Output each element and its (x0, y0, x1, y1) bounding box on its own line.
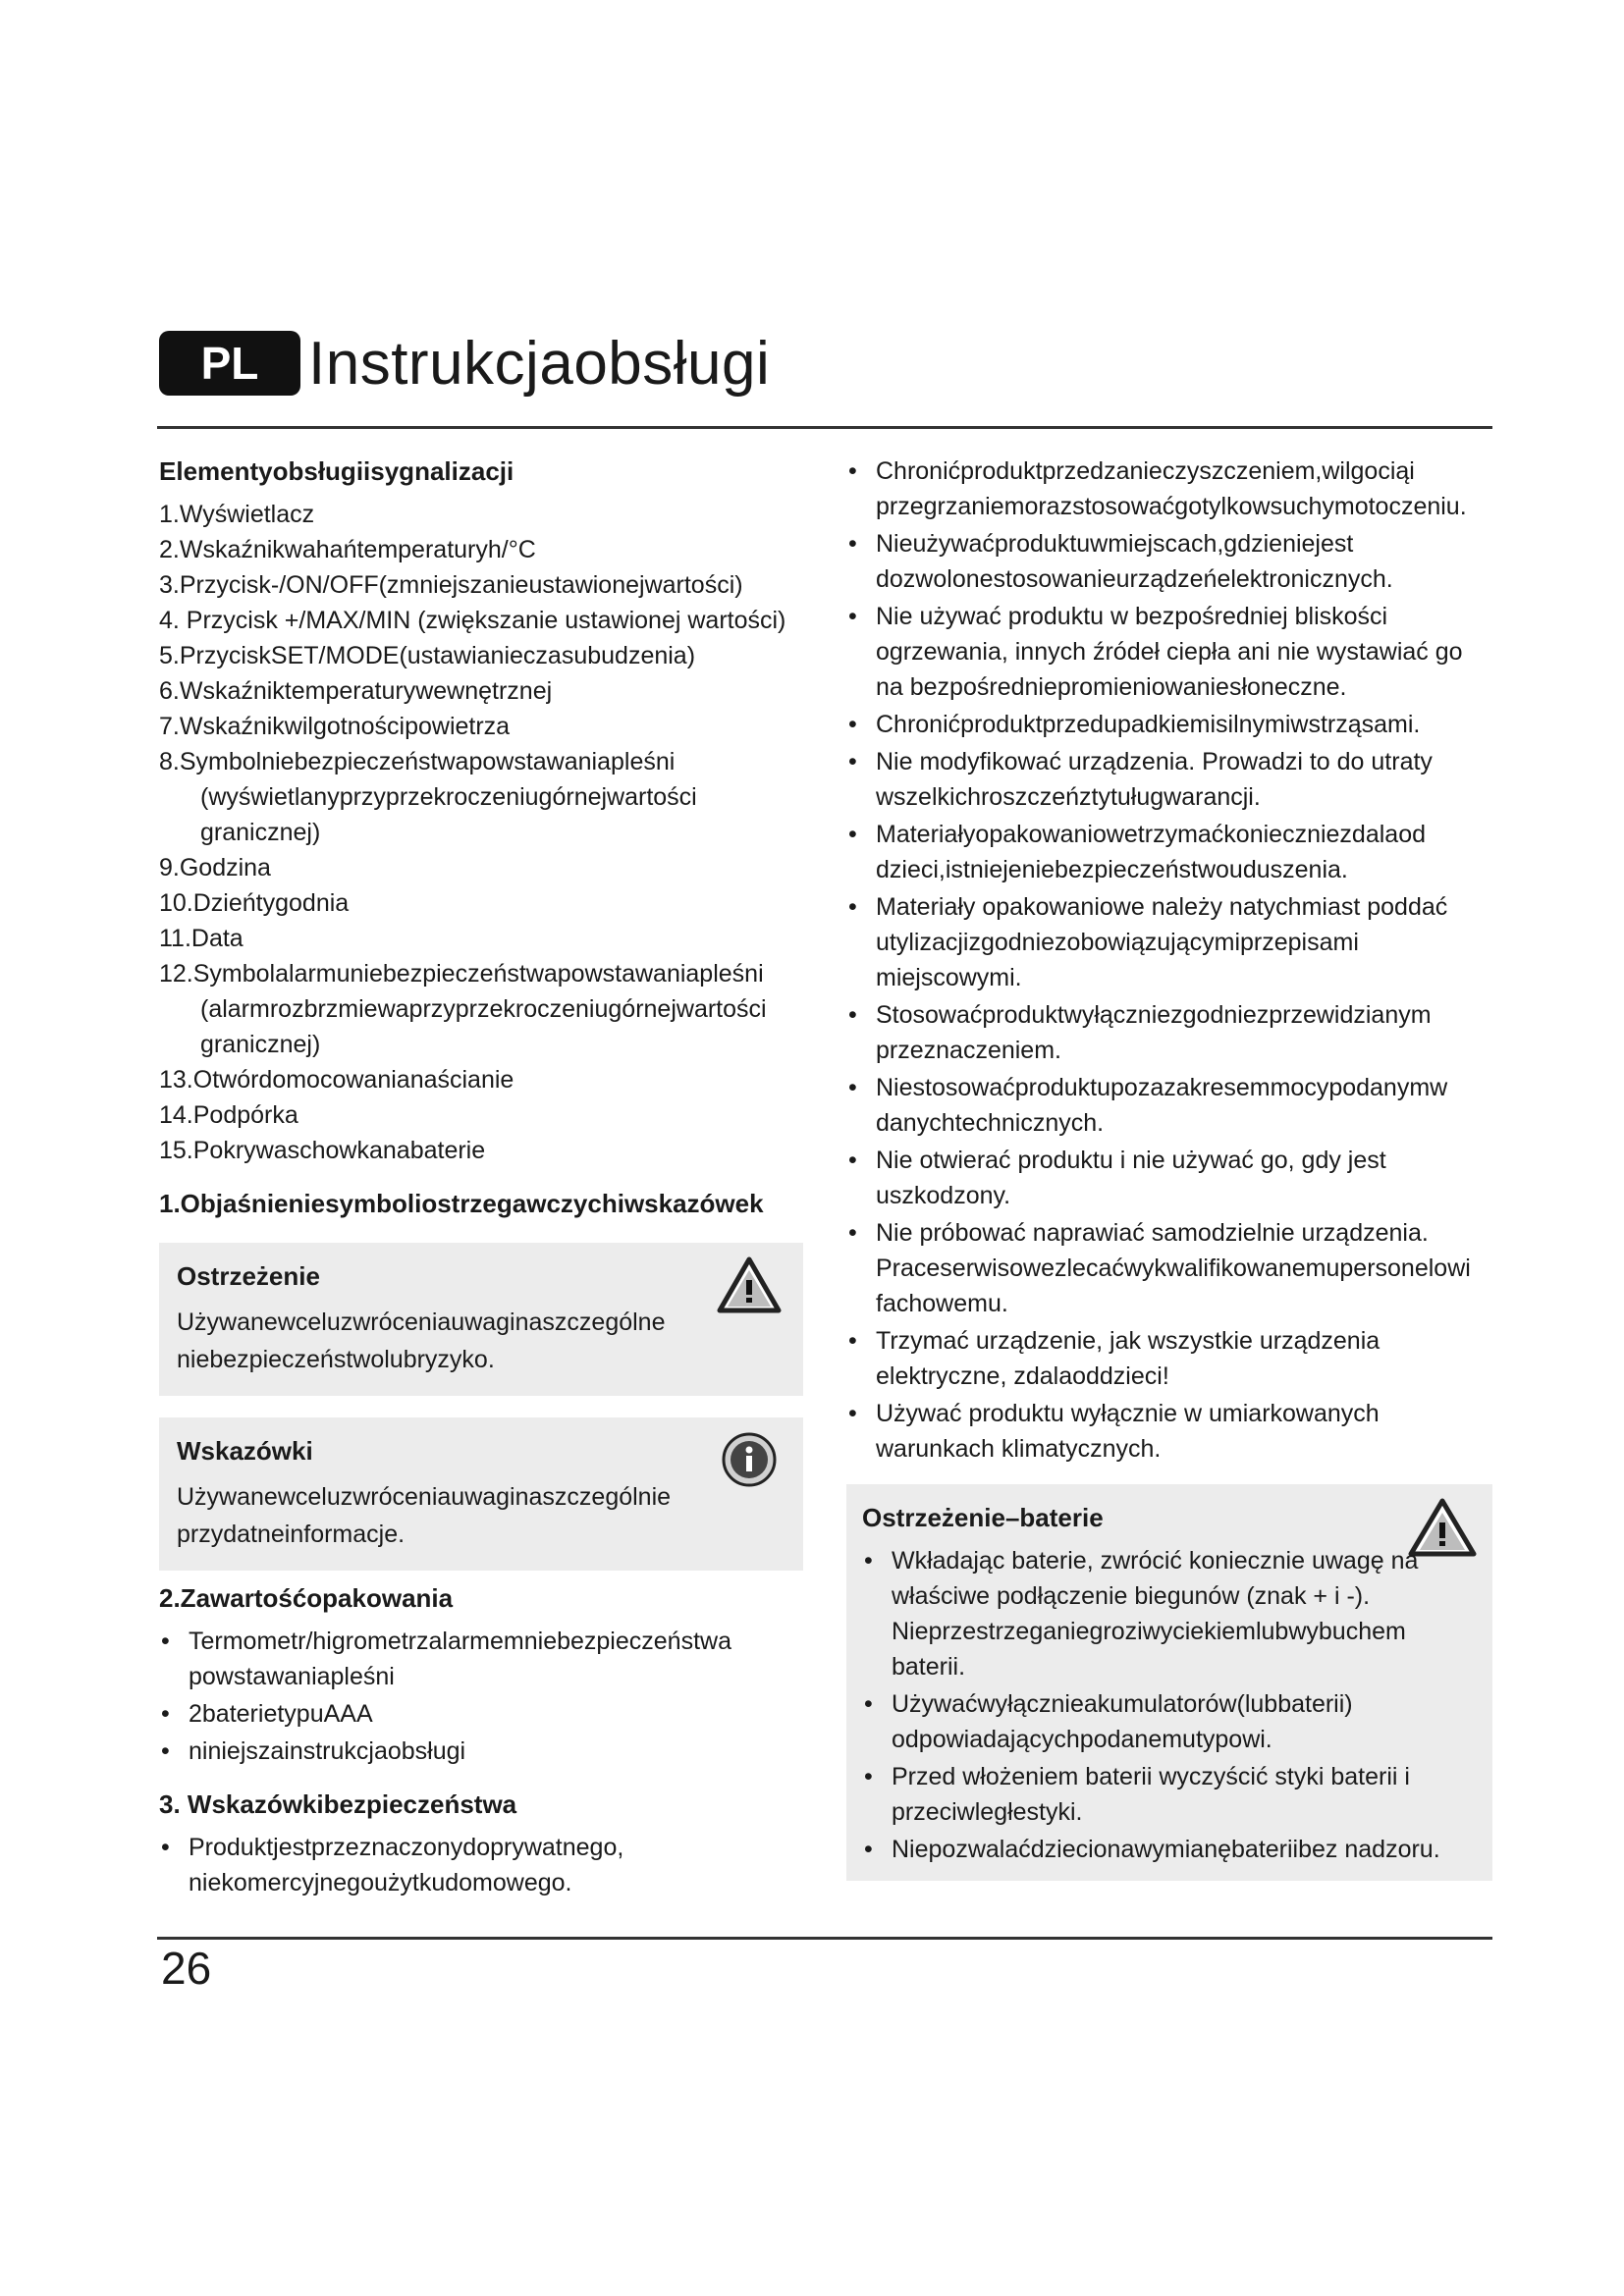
list-item: • Trzymać urządzenie, jak wszystkie urządzenia elektryczne, zdalaoddzieci! (846, 1323, 1492, 1394)
list-item: • Chronićproduktprzedupadkiemisilnymiwstrząsami. (846, 707, 1492, 742)
elements-title: Elementyobsługiisygnalizacji (159, 456, 514, 486)
list-item: • Produktjestprzeznaczonydoprywatnego, niekomercyjnegoużytkudomowego. (159, 1830, 803, 1900)
footer-rule (157, 1937, 1492, 1940)
list-item: 12.Symbolalarmuniebezpieczeństwapowstawaniapleśni (alarmrozbrzmiewaprzyprzekroczeniugórnejwartości granicznej) (159, 960, 767, 1058)
list-item: • 2baterietypuAAA (159, 1696, 803, 1732)
list-item: • Chronićproduktprzedzanieczyszczeniem,wilgociąi przegrzaniemorazstosowaćgotylkowsuchymotoczeniu. (846, 454, 1492, 524)
language-badge: PL (159, 331, 300, 396)
list-item: • Nie modyfikować urządzenia. Prowadzi to do utraty wszelkichroszczeńztytuługwarancji. (846, 744, 1492, 815)
list-item: 8.Symbolniebezpieczeństwapowstawaniapleśni (wyświetlanyprzyprzekroczeniugórnejwartości granicznej) (159, 748, 697, 846)
warning-box-text: Używanewceluzwróceniauwaginaszczególne niebezpieczeństwolubryzyko. (177, 1308, 666, 1373)
list-item: 4. Przycisk +/MAX/MIN (zwiększanie ustawionej wartości) (159, 607, 786, 634)
list-item: • Niestosowaćproduktupozazakresemmocypodanymw danychtechnicznych. (846, 1070, 1492, 1141)
symbols-title: 1.Objaśnieniesymboliostrzegawczychiwskazówek (159, 1189, 764, 1218)
hint-box-text: Używanewceluzwróceniauwaginaszczególnie przydatneinformacje. (177, 1483, 672, 1548)
warning-box-title: Ostrzeżenie (177, 1261, 320, 1291)
list-item: • Termometr/higrometrzalarmemniebezpieczeństwa powstawaniapleśni (159, 1624, 803, 1694)
list-item: • Materiałyopakowaniowetrzymaćkonieczniezdalaod dzieci,istniejeniebezpieczeństwouduszenia. (846, 817, 1492, 887)
left-column (159, 454, 803, 1902)
safety-list-right (846, 454, 1492, 1467)
list-item: • Nie używać produktu w bezpośredniej bliskości ogrzewania, innych źródeł ciepła ani nie wystawiać go na bezpośredniepromieniowaniesłoneczne. (846, 599, 1492, 705)
list-item: • Stosowaćproduktwyłączniezgodniezprzewidzianym przeznaczeniem. (846, 997, 1492, 1068)
battery-box-title: Ostrzeżenie–baterie (862, 1503, 1104, 1532)
list-item: • Używać produktu wyłącznie w umiarkowanych warunkach klimatycznych. (846, 1396, 1492, 1467)
list-item: 11.Data (159, 925, 244, 952)
list-item: • Używaćwyłącznieakumulatorów(lubbaterii) odpowiadającychpodanemutypowi. (862, 1686, 1477, 1757)
warning-triangle-icon (717, 1256, 782, 1313)
list-item: 1.Wyświetlacz (159, 501, 315, 528)
list-item: 3.Przycisk-/ON/OFF(zmniejszanieustawionejwartości) (159, 571, 743, 599)
list-item: 2.Wskaźnikwahańtemperaturyh/°C (159, 536, 536, 563)
list-item: • Nie otwierać produktu i nie używać go, gdy jest uszkodzony. (846, 1143, 1492, 1213)
battery-list (862, 1543, 1477, 1867)
list-item: • Wkładając baterie, zwrócić koniecznie uwagę na właściwe podłączenie biegunów (znak + i -). Nieprzestrzeganiegroziwyciekiemlubwybuchem baterii. (862, 1543, 1477, 1684)
safety-list-left (159, 1830, 803, 1900)
safety-title: 3. Wskazówkibezpieczeństwa (159, 1789, 517, 1819)
page-number: 26 (161, 1943, 212, 1994)
warning-box (159, 1243, 803, 1396)
header-rule (157, 426, 1492, 429)
page-title: Instrukcjaobsługi (308, 329, 771, 398)
package-title: 2.Zawartośćopakowania (159, 1583, 454, 1613)
list-item: 13.Otwórdomocowanianaścianie (159, 1066, 514, 1094)
page-header (159, 324, 770, 402)
list-item: 14.Podpórka (159, 1101, 298, 1129)
list-item: • Materiały opakowaniowe należy natychmiast poddać utylizacjizgodniezobowiązującymiprzepisami miejscowymi. (846, 889, 1492, 995)
list-item: • niniejszainstrukcjaobsługi (159, 1734, 803, 1769)
hint-box-title: Wskazówki (177, 1436, 313, 1466)
list-item: 10.Dzieńtygodnia (159, 889, 350, 917)
list-item: 6.Wskaźniktemperaturywewnętrznej (159, 677, 553, 705)
list-item: • Nie próbować naprawiać samodzielnie urządzenia. Praceserwisowezlecaćwykwalifikowanemupersonelowi fachowemu. (846, 1215, 1492, 1321)
list-item: • Nieużywaćproduktuwmiejscach,gdzieniejest dozwolonestosowanieurządzeńelektronicznych. (846, 526, 1492, 597)
list-item: • Przed włożeniem baterii wyczyścić styki baterii i przeciwległestyki. (862, 1759, 1477, 1830)
hint-box (159, 1417, 803, 1571)
info-circle-icon (717, 1431, 782, 1488)
right-column (846, 454, 1492, 1881)
list-item: 9.Godzina (159, 854, 271, 881)
battery-warning-box (846, 1484, 1492, 1881)
elements-list (159, 497, 803, 1168)
list-item: 5.PrzyciskSET/MODE(ustawianieczasubudzenia) (159, 642, 696, 669)
list-item: 15.Pokrywaschowkanabaterie (159, 1137, 486, 1164)
package-list (159, 1624, 803, 1769)
list-item: • Niepozwalaćdziecionawymianębateriibez nadzoru. (862, 1832, 1477, 1867)
list-item: 7.Wskaźnikwilgotnościpowietrza (159, 713, 511, 740)
